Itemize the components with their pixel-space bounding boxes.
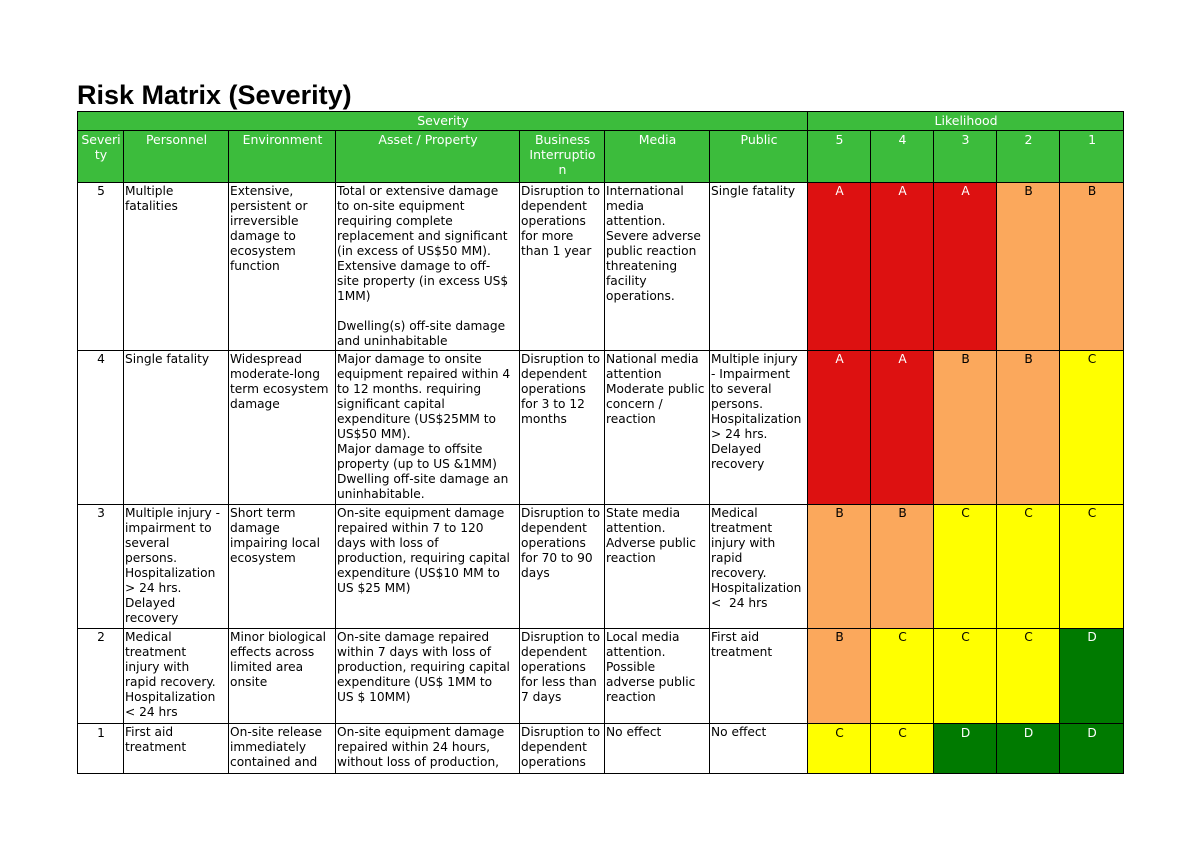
risk-rating-cell: A: [871, 183, 934, 351]
public-cell: Single fatality: [710, 183, 808, 351]
asset-cell: On-site damage repaired within 7 days with loss of production, requiring capital expenditure (US$ 1MM to US $ 10MM): [336, 629, 520, 724]
risk-rating-cell: C: [934, 505, 997, 629]
media-cell: No effect: [605, 724, 710, 774]
risk-rating-cell: A: [808, 351, 871, 505]
risk-rating-cell: C: [997, 629, 1060, 724]
severity-row-5: [78, 183, 1124, 351]
col-header-media: Media: [605, 131, 710, 183]
risk-rating-cell: C: [871, 629, 934, 724]
business-cell: Disruption to dependent operations for 3 to 12 months: [520, 351, 605, 505]
risk-rating-cell: D: [997, 724, 1060, 774]
risk-rating-cell: D: [1060, 724, 1124, 774]
group-header-row: [78, 112, 1124, 131]
severity-level: 4: [78, 351, 124, 505]
business-cell: Disruption to dependent operations for less than 7 days: [520, 629, 605, 724]
severity-row-3: [78, 505, 1124, 629]
risk-rating-cell: A: [808, 183, 871, 351]
business-cell: Disruption to dependent operations for more than 1 year: [520, 183, 605, 351]
business-cell: Disruption to dependent operations for 70 to 90 days: [520, 505, 605, 629]
media-cell: Local media attention. Possible adverse public reaction: [605, 629, 710, 724]
environment-cell: Short term damage impairing local ecosystem: [229, 505, 336, 629]
risk-rating-cell: D: [934, 724, 997, 774]
column-header-row: [78, 131, 1124, 183]
severity-level: 1: [78, 724, 124, 774]
media-cell: National media attention Moderate public concern / reaction: [605, 351, 710, 505]
personnel-cell: Multiple fatalities: [124, 183, 229, 351]
risk-rating-cell: C: [871, 724, 934, 774]
media-cell: International media attention. Severe adverse public reaction threatening facility operations.: [605, 183, 710, 351]
page-title: Risk Matrix (Severity): [77, 80, 352, 110]
public-cell: First aid treatment: [710, 629, 808, 724]
risk-rating-cell: C: [1060, 505, 1124, 629]
risk-matrix-table: [77, 111, 1124, 774]
personnel-cell: Medical treatment injury with rapid recovery. Hospitalization < 24 hrs: [124, 629, 229, 724]
risk-rating-cell: D: [1060, 629, 1124, 724]
col-header-likelihood-3: 3: [934, 131, 997, 183]
col-header-severity: Severi ty: [78, 131, 124, 183]
risk-rating-cell: C: [1060, 351, 1124, 505]
risk-rating-cell: B: [808, 629, 871, 724]
asset-cell: Total or extensive damage to on-site equipment requiring complete replacement and significant (in excess of US$50 MM). Extensive damage to off- site property (in excess US$ 1MM) Dwelling(s) off-site damage and uninhabitable: [336, 183, 520, 351]
risk-rating-cell: B: [808, 505, 871, 629]
asset-cell: On-site equipment damage repaired within 7 to 120 days with loss of production, requiring capital expenditure (US$10 MM to US $25 MM): [336, 505, 520, 629]
risk-rating-cell: B: [997, 183, 1060, 351]
severity-level: 5: [78, 183, 124, 351]
risk-rating-cell: C: [997, 505, 1060, 629]
risk-rating-cell: A: [871, 351, 934, 505]
environment-cell: On-site release immediately contained and: [229, 724, 336, 774]
col-header-likelihood-4: 4: [871, 131, 934, 183]
environment-cell: Minor biological effects across limited area onsite: [229, 629, 336, 724]
severity-row-1: [78, 724, 1124, 774]
severity-group-header: Severity: [78, 112, 808, 131]
media-cell: State media attention. Adverse public reaction: [605, 505, 710, 629]
severity-level: 3: [78, 505, 124, 629]
severity-row-2: [78, 629, 1124, 724]
severity-level: 2: [78, 629, 124, 724]
risk-rating-cell: C: [934, 629, 997, 724]
risk-rating-cell: B: [1060, 183, 1124, 351]
col-header-personnel: Personnel: [124, 131, 229, 183]
environment-cell: Widespread moderate-long term ecosystem damage: [229, 351, 336, 505]
col-header-business: Business Interruptio n: [520, 131, 605, 183]
col-header-likelihood-5: 5: [808, 131, 871, 183]
col-header-public: Public: [710, 131, 808, 183]
col-header-likelihood-2: 2: [997, 131, 1060, 183]
risk-rating-cell: B: [934, 351, 997, 505]
personnel-cell: Multiple injury - impairment to several persons. Hospitalization > 24 hrs. Delayed recovery: [124, 505, 229, 629]
public-cell: No effect: [710, 724, 808, 774]
asset-cell: Major damage to onsite equipment repaired within 4 to 12 months. requiring significant capital expenditure (US$25MM to US$50 MM). Major damage to offsite property (up to US &1MM) Dwelling off-site damage an uninhabitable.: [336, 351, 520, 505]
col-header-likelihood-1: 1: [1060, 131, 1124, 183]
business-cell: Disruption to dependent operations: [520, 724, 605, 774]
personnel-cell: First aid treatment: [124, 724, 229, 774]
environment-cell: Extensive, persistent or irreversible damage to ecosystem function: [229, 183, 336, 351]
asset-cell: On-site equipment damage repaired within 24 hours, without loss of production,: [336, 724, 520, 774]
likelihood-group-header: Likelihood: [808, 112, 1124, 131]
public-cell: Multiple injury - Impairment to several persons. Hospitalization > 24 hrs. Delayed recovery: [710, 351, 808, 505]
risk-rating-cell: B: [871, 505, 934, 629]
severity-row-4: [78, 351, 1124, 505]
risk-rating-cell: A: [934, 183, 997, 351]
personnel-cell: Single fatality: [124, 351, 229, 505]
risk-rating-cell: C: [808, 724, 871, 774]
public-cell: Medical treatment injury with rapid recovery. Hospitalization < 24 hrs: [710, 505, 808, 629]
risk-rating-cell: B: [997, 351, 1060, 505]
col-header-environment: Environment: [229, 131, 336, 183]
col-header-asset: Asset / Property: [336, 131, 520, 183]
